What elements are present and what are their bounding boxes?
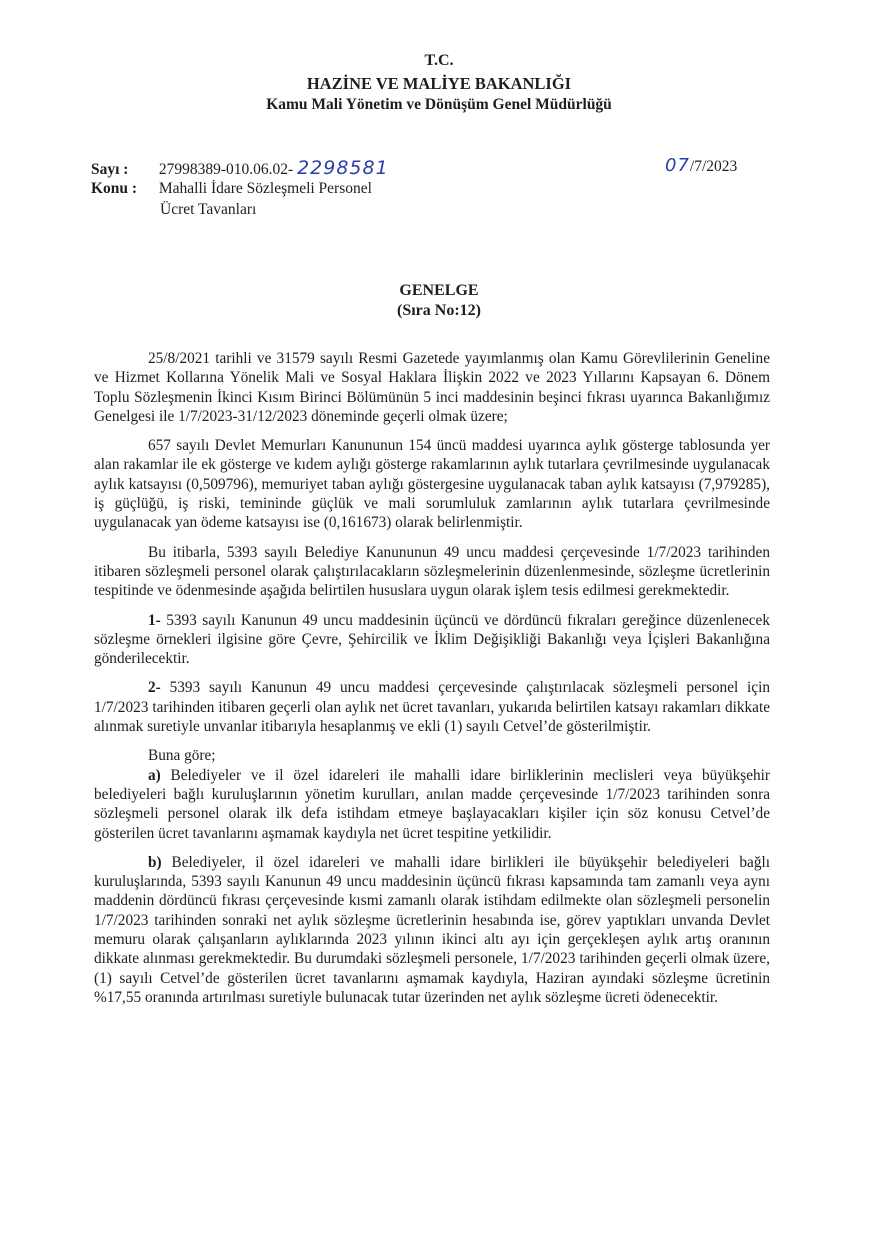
konu-line1: Mahalli İdare Sözleşmeli Personel	[158, 180, 372, 197]
item-b-letter: b)	[148, 853, 162, 871]
header-ministry: HAZİNE VE MALİYE BAKANLIĞI	[306, 74, 572, 93]
date-rest: /7/2023	[689, 158, 738, 175]
sayi-value: 27998389-010.06.02-	[158, 161, 294, 178]
item-a-text: Belediyeler ve il özel idareleri ile mahalli idare birliklerinin meclisleri veya büyükşehir belediyeleri bağlı kuruluşlarının yönetim kurulları, anılan madde çerçevesinde 1/7/2023 tarihinden sonra sözleşmeli personel olarak ilk defa istihdam etmeye başlayacakları kişiler için söz konusu Cetvel’de gösterilen ücret tavanlarını aşmamak kaydıyla net ücret tespitine yetkilidir.	[94, 766, 770, 842]
sayi-label: Sayı :	[91, 161, 129, 178]
paragraph-1: 25/8/2021 tarihli ve 31579 sayılı Resmi Gazetede yayımlanmış olan Kamu Görevlilerinin Geneline ve Hizmet Kollarına Yönelik Mali ve Sosyal Haklara İlişkin 2022 ve 2023 Yıllarını Kapsayan 6. Dönem Toplu Sözleşmenin İkinci Kısım Birinci Bölümünün 5 inci maddesinin beşinci fıkrası uyarınca Bakanlığımız Genelgesi ile 1/7/2023-31/12/2023 döneminde geçerli olmak üzere;	[94, 350, 770, 425]
paragraph-8	[94, 853, 770, 1007]
konu-label: Konu :	[91, 180, 138, 197]
header-directorate: Kamu Mali Yönetim ve Dönüşüm Genel Müdürlüğü	[266, 96, 612, 113]
paragraph-5	[94, 678, 770, 736]
item-1-number: 1-	[148, 611, 161, 629]
item-1-text: 5393 sayılı Kanunun 49 uncu maddesinin üçüncü ve dördüncü fıkraları gereğince düzenlenecek sözleşme örnekleri ilgisine göre Çevre, Şehircilik ve İklim Değişikliği Bakanlığı veya İçişleri Bakanlığına gönderilecektir.	[94, 611, 770, 668]
document-body	[94, 349, 770, 1007]
item-2-number: 2-	[148, 679, 161, 697]
paragraph-7	[94, 766, 770, 843]
subject	[91, 180, 372, 198]
paragraph-6: Buna göre;	[148, 747, 216, 765]
item-2-text: 5393 sayılı Kanunun 49 uncu maddesi çerçevesinde çalıştırılacak sözleşmeli personel için 1/7/2023 tarihinden itibaren geçerli olan aylık net ücret tavanları, yukarıda belirtilen katsayı rakamları dikkate alınmak suretiyle unvanlar itibarıyla hesaplanmış ve ekli (1) sayılı Cetvel’de gösterilmiştir.	[94, 679, 770, 736]
document-date	[665, 155, 737, 176]
paragraph-4	[94, 611, 770, 669]
date-handwritten: 07	[665, 155, 690, 176]
sayi-handwritten: 2298581	[297, 157, 389, 179]
document-sequence: (Sıra No:12)	[397, 302, 481, 319]
item-b-text: Belediyeler, il özel idareleri ve mahalli idare birlikleri ile büyükşehir belediyeleri bağlı kuruluşlarında, 5393 sayılı Kanunun 49 uncu maddesinin üçüncü fıkrası kapsamında tam zamanlı veya aynı maddenin dördüncü fıkrası çerçevesinde kısmi zamanlı olarak istihdam edilmekte olan sözleşmeli personelin 1/7/2023 tarihinden sonraki net aylık sözleşme ücretlerinin hesabında ise, görev yaptıkları unvanda Devlet memuru olarak çalışanların aylıklarında 2023 yılının ikinci altı ayı için gerçekleşen aylık artış oranının dikkate alınması gerekmektedir. Bu durumdaki sözleşmeli personele, 1/7/2023 tarihinden geçerli olmak üzere, (1) sayılı Cetvel’de gösterilen ücret tavanlarını aşmamak kaydıyla, Haziran ayındaki sözleşme ücretinin %17,55 oranında artırılması suretiyle bulunacak tutar üzerinden net aylık sözleşme ücreti ödenecektir.	[94, 853, 770, 1006]
paragraph-2: 657 sayılı Devlet Memurları Kanununun 154 üncü maddesi uyarınca aylık gösterge tablosunda yer alan rakamlar ile ek gösterge ve kıdem aylığı gösterge rakamlarının aylık tutarlara çevrilmesinde uygulanacak aylık katsayısı (0,509796), memuriyet taban aylığı göstergesine uygulanacak taban aylık katsayısı (7,979285), iş güçlüğü, iş riski, temininde güçlük ve mali sorumluluk zamlarının aylık tutarlara çevrilmesinde uygulanacak yan ödeme katsayısı ise (0,161673) olarak belirlenmiştir.	[94, 437, 770, 532]
konu-line2: Ücret Tavanları	[160, 201, 257, 218]
paragraph-3: Bu itibarla, 5393 sayılı Belediye Kanununun 49 uncu maddesi çerçevesinde 1/7/2023 tarihinden itibaren sözleşmeli personel olarak çalıştırılacakların sözleşmelerinin düzenlenmesinde, sözleşme ücretlerinin tespitinde ve ödenmesinde aşağıda belirtilen hususlara uygun olarak işlem tesis edilmesi gerekmektedir.	[94, 543, 770, 600]
reference-number	[91, 157, 389, 179]
header-country: T.C.	[424, 52, 454, 69]
item-a-letter: a)	[148, 766, 161, 784]
document-title: GENELGE	[399, 282, 479, 299]
